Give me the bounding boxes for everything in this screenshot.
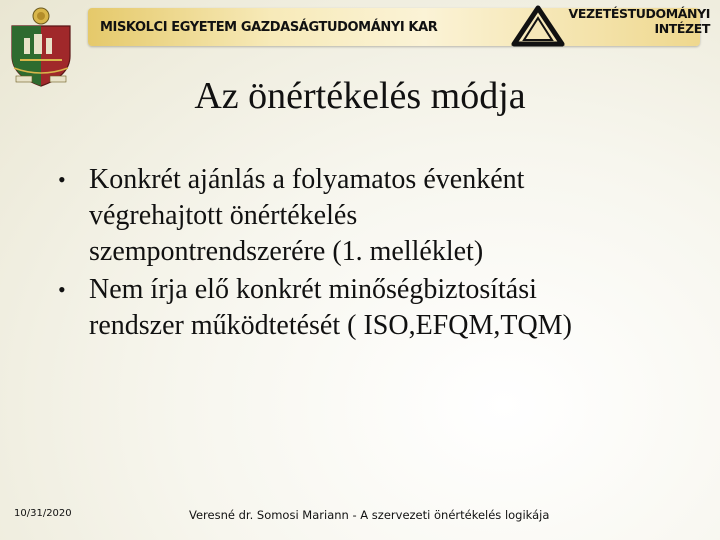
footer-date: 10/31/2020 xyxy=(14,508,72,519)
footer-author: Veresné dr. Somosi Mariann - A szervezeti önértékelés logikája xyxy=(189,508,550,522)
bullet-1-line-2: végrehajtott önértékelés xyxy=(89,200,358,231)
bullet-item-1 xyxy=(58,162,698,270)
bullet-list xyxy=(58,162,698,346)
faculty-name: MISKOLCI EGYETEM GAZDASÁGTUDOMÁNYI KAR xyxy=(100,20,438,35)
institute-name-line2: INTÉZET xyxy=(654,21,710,36)
institute-name-line1: VEZETÉSTUDOMÁNYI xyxy=(568,6,710,21)
bullet-item-2 xyxy=(58,272,698,344)
institute-name xyxy=(569,6,710,36)
bullet-1-line-3: szempontrendszerére (1. melléklet) xyxy=(89,236,484,267)
bullet-dot-icon: • xyxy=(58,167,66,192)
bullet-2-line-1: Nem írja elő konkrét minőségbiztosítási xyxy=(89,274,537,305)
triangle-arrows-logo-icon xyxy=(510,4,566,48)
bullet-2-line-2: rendszer működtetését ( ISO,EFQM,TQM) xyxy=(89,310,572,341)
slide-title: Az önértékelés módja xyxy=(194,75,526,117)
bullet-1-line-1: Konkrét ajánlás a folyamatos évenként xyxy=(89,164,525,195)
bullet-dot-icon: • xyxy=(58,277,66,302)
